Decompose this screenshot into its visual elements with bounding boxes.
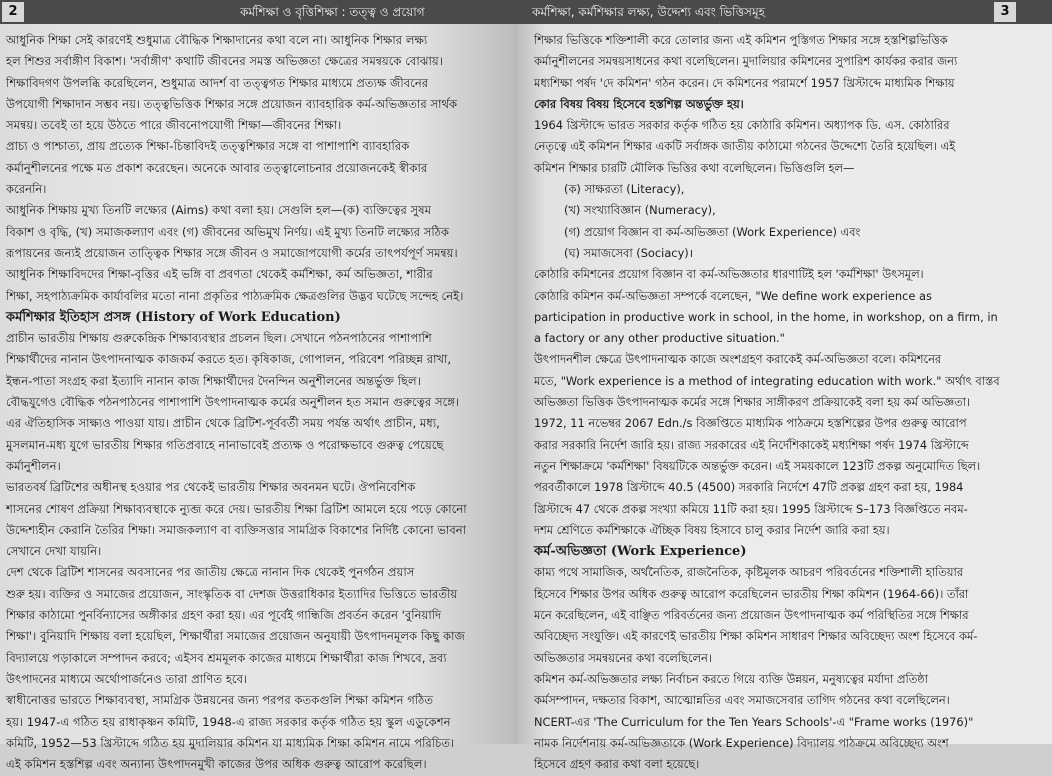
text-line: 1964 খ্রিস্টাব্দে ভারত সরকার কর্তৃক গঠিত হয় কোঠারি কমিশন। অধ্যাপক ডি. এস. কোঠারির (534, 118, 950, 133)
text-line: ইন্ধন-পাতা সংগ্রহ করা ইত্যাদি নানান কাজ শিক্ষার্থীদের দৈনন্দিন অনুশীলনের অন্তর্ভুক্ত ছিল। (6, 373, 421, 388)
text-line: বৌদ্ধযুগেও বৌদ্ধিক পঠনপাঠনের পাশাপাশি উৎপাদনাত্মক কর্মের অনুশীলন হত সমান গুরুত্বের সঙ্গে। (6, 395, 460, 410)
right-paragraph-5 (534, 413, 1034, 541)
right-page-body (534, 30, 1034, 775)
text-line: NCERT-এর 'The Curriculum for the Ten Years Schools'-এ "Frame works (1976)" (534, 714, 974, 729)
left-paragraph-3 (6, 136, 506, 200)
text-line: এর ঐতিহাসিক সাক্ষ্যও পাওয়া যায়। প্রাচীন থেকে ব্রিটিশ-পূর্ববর্তী সময় পর্যন্ত অর্থাৎ প্রাচীন, মধ্য, (6, 416, 440, 431)
text-line: শিক্ষা, সহপাঠ্যক্রমিক কার্যাবলির মতো নানা প্রকৃতির পাঠ্যক্রমিক ক্ষেত্রগুলির উদ্ভব ঘটেছে সন্দেহ নেই। (6, 288, 464, 303)
text-line: a factory or any other productive situation." (534, 331, 785, 346)
text-line: কোঠারি কমিশনের প্রয়োগ বিজ্ঞান বা কর্ম-অভিজ্ঞতার ধারণাটিই হল 'কর্মশিক্ষা' উৎসমূল। (534, 267, 924, 282)
text-line: participation in productive work in school, in the home, in workshop, on a firm, in (534, 309, 998, 324)
text-line: নেতৃত্বে এই কমিশন শিক্ষার একটি সর্বাঙ্গক জাতীয় কাঠামো গঠনের উদ্দেশ্যে তৈরি হয়েছিল। এই (534, 139, 956, 154)
text-line: কমিটি, 1952—53 খ্রিস্টাব্দে গঠিত হয় মুদালিয়ার কমিশন যা মাধ্যমিক শিক্ষা কমিশন নামে পরিচিত। (6, 735, 455, 750)
text-line: হিসেবে গ্রহণ করার কথা বলা হয়েছে। (534, 757, 700, 772)
text-line: খ্রিস্টাব্দে 47 থেকে প্রকল্প সংখ্যা কমিয়ে 11টি করা হয়। 1995 খ্রিস্টাব্দে S–173 বিজ্ঞপ্তিতে নবম- (534, 501, 968, 516)
text-line: মতে, "Work experience is a method of integrating education with work." অর্থাৎ বাস্তব (534, 373, 1000, 388)
text-line: আধুনিক শিক্ষাবিদদের শিক্ষা-বৃত্তির এই ভঙ্গি বা প্রবণতা থেকেই কর্মশিক্ষা, কর্ম অভিজ্ঞতা, শারীর (6, 267, 433, 282)
list-item: (ঘ) সমাজসেবা (Sociacy)। (564, 245, 694, 260)
right-header-title: কর্মশিক্ষা, কর্মশিক্ষার লক্ষ্য, উদ্দেশ্য এবং ভিত্তিসমূহ (532, 5, 765, 19)
left-paragraph-8 (6, 690, 506, 775)
text-line: আধুনিক শিক্ষা সেই কারণেই শুধুমাত্র বৌদ্ধিক শিক্ষাদানের কথা বলে না। আধুনিক শিক্ষার লক্ষ্য (6, 33, 428, 47)
text-line: মধ্যশিক্ষা পর্ষদ 'দে কমিশন' গঠন করেন। দে কমিশনের পরামর্শে 1957 খ্রিস্টাব্দে মাধ্যমিক শিক্ষায় (534, 75, 955, 90)
text-line: কোর বিষয় বিষয় হিসেবে হস্তশিল্প অন্তর্ভুক্ত হয়। (534, 96, 744, 111)
text-line: ভারতবর্ষ ব্রিটিশের অধীনস্থ হওয়ার পর থেকেই ভারতীয় শিক্ষার অবনমন ঘটে। ঔপনিবেশিক (6, 480, 416, 495)
text-line: শিক্ষার্থীদের নানান উৎপাদনাত্মক কাজকর্ম করতে হত। কৃষিকাজ, গোপালন, পরিবেশ পরিচ্ছন্ন রাখা, (6, 352, 452, 367)
right-paragraph-3 (534, 264, 1034, 349)
text-line: স্বাধীনোত্তর ভারতে শিক্ষাব্যবস্থা, সামগ্রিক উন্নয়নের জন্য পরপর কতকগুলি শিক্ষা কমিশন গঠিত (6, 693, 434, 708)
text-line: রূপায়নের জন্যই প্রয়োজন তাত্ত্বিক শিক্ষার সঙ্গে জীবন ও সমাজোপযোগী কর্মের তাৎপর্যপূর্ণ সমন্বয়। (6, 245, 458, 260)
text-line: অভিজ্ঞতার সমন্বয়নের কথা বলেছিলেন। (534, 650, 712, 665)
text-line: করেননি। (6, 182, 47, 197)
text-line: মনে করেছিলেন, এই বাঞ্ছিত পরিবর্তনের জন্য প্রয়োজন উৎপাদনাত্মক কর্ম পরিস্থিতির সঙ্গে শিক্ষার (534, 608, 969, 623)
text-line: বিকাশ ও বৃদ্ধি, (খ) সমাজকল্যাণ এবং (গ) জীবনের অভিমুখ নির্ণয়। এই মুখ্য তিনটি লক্ষ্যের সঠিক (6, 224, 449, 239)
text-line: উপযোগী শিক্ষাদান সম্ভব নয়। তত্ত্বভিত্তিক শিক্ষার সঙ্গে প্রয়োজন ব্যাবহারিক কর্ম-অভিজ্ঞতার সার্থক (6, 96, 458, 111)
left-header-title: কর্মশিক্ষা ও বৃত্তিশিক্ষা : তত্ত্ব ও প্রয়োগ (240, 5, 425, 19)
text-line: কর্মানুশীলনের সমন্বয়সাধনের কথা বলেছিলেন। মুদালিয়ার কমিশনের সুপারিশ কার্যকর করার জন্য (534, 54, 958, 69)
right-paragraph-1 (534, 30, 1034, 115)
left-paragraph-7 (6, 562, 506, 690)
section-heading-work-experience: কর্ম-অভিজ্ঞতা (Work Experience) (534, 544, 747, 560)
text-line: কর্মানুশীলন। (6, 458, 61, 473)
right-page (514, 0, 1052, 772)
left-page-body (6, 30, 506, 775)
text-line: শিক্ষার কাঠামো পুনর্বিন্যাসের অঙ্গীকার গ্রহণ করা হয়। এর পূর্বেই গান্ধিজি প্রবর্তন করেন 'বুনিয়াদি (6, 608, 442, 623)
text-line: মুসলমান-মধ্য যুগে ভারতীয় শিক্ষার গতিপ্রবাহে নানাভাবেই প্রত্যক্ষ ও পরোক্ষভাবে গুরুত্ব পেয়েছে (6, 437, 444, 452)
text-line: নামক নির্দেশনায় কর্ম-অভিজ্ঞতাকে (Work Experience) বিদ্যালয় পাঠক্রমে অবিচ্ছেদ্য অংশ (534, 735, 949, 750)
list-item: (গ) প্রয়োগ বিজ্ঞান বা কর্ম-অভিজ্ঞতা (Work Experience) এবং (564, 224, 861, 239)
right-running-header (514, 0, 1052, 24)
left-running-header (0, 0, 514, 24)
foundations-list (534, 179, 1034, 264)
text-line: দশম শ্রেণিতে কর্মশিক্ষাকে ঐচ্ছিক বিষয় হিসাবে চালু করার নির্দেশ জারি করা হয়। (534, 522, 890, 537)
left-page (0, 0, 514, 772)
text-line: কাম্য পথে সামাজিক, অর্থনৈতিক, রাজনৈতিক, কৃষ্টিমূলক আচরণ পরিবর্তনের শক্তিশালী হাতিয়ার (534, 565, 964, 580)
list-item: (ক) সাক্ষরতা (Literacy), (564, 182, 685, 197)
text-line: কর্মানুশীলনের পক্ষে মত প্রকাশ করেছেন। অনেকে আবার তত্ত্বালোচনার প্রয়োজনকেই স্বীকার (6, 160, 428, 175)
text-line: পরবর্তীকালে 1978 খ্রিস্টাব্দে 40.5 (4500) সরকারি নির্দেশে 47টি প্রকল্প গ্রহণ করা হয়, 1984 (534, 480, 964, 495)
text-line: শাসনের শোষণ প্রক্রিয়া শিক্ষাব্যবস্থাকে ন্যুব্জ করে দেয়। ভারতীয় শিক্ষা ব্রিটিশ আমলে হয়ে পড়ে কোনো (6, 501, 467, 516)
right-paragraph-6 (534, 562, 1034, 668)
text-line: প্রাচীন ভারতীয় শিক্ষায় গুরুকেন্দ্রিক শিক্ষাব্যবস্থার প্রচলন ছিল। সেখানে পঠনপাঠনের পাশাপাশি (6, 331, 432, 346)
right-page-number: 3 (994, 2, 1016, 22)
left-paragraph-6 (6, 477, 506, 562)
text-line: হিসেবে শিক্ষার উপর অধিক গুরুত্ব আরোপ করেছিলেন ভারতীয় শিক্ষা কমিশন (1964-66)। তাঁরা (534, 586, 969, 601)
text-line: কর্মসম্পাদন, দক্ষতার বিকাশ, আত্মোন্নতির এবং সমাজসেবার তাগিদ গঠনের কথা বলেছিলেন। (534, 693, 950, 708)
text-line: কমিশন কর্ম-অভিজ্ঞতার লক্ষ্য নির্বাচন করতে গিয়ে ব্যক্তি উন্নয়ন, মনুষ্যত্বের মর্যাদা প্রতিষ্ঠা (534, 671, 928, 686)
left-paragraph-2 (6, 73, 506, 137)
text-line: নতুন শিক্ষাক্রমে 'কর্মশিক্ষা' বিষয়টিকে অন্তর্ভুক্ত করেন। এই সময়কালে 123টি প্রকল্প অনুমোদিত ছিল। (534, 458, 981, 473)
text-line: হয়। 1947-এ গঠিত হয় রাধাকৃষ্ণন কমিটি, 1948-এ রাজ্য সরকার কর্তৃক গঠিত হয় স্কুল এডুকেশন (6, 714, 451, 729)
left-paragraph-1 (6, 30, 506, 73)
text-line: আধুনিক শিক্ষায় মুখ্য তিনটি লক্ষ্যের (Aims) কথা বলা হয়। সেগুলি হল—(ক) ব্যক্তিত্বের সুষম (6, 203, 432, 218)
text-line: অবিচ্ছেদ্য সংযুক্তি। এই কারণেই ভারতীয় শিক্ষা কমিশন সাধারণ শিক্ষার অবিচ্ছেদ্য অংশ হিসেবে কর্ম- (534, 629, 978, 644)
right-paragraph-4 (534, 349, 1034, 413)
text-line: অভিজ্ঞতা ভিত্তিক উৎপাদনাত্মক কর্মের সঙ্গে শিক্ষার সাঙ্গীকরণ প্রক্রিয়াকেই বলা হয় কর্ম অভিজ্ঞতা। (534, 395, 971, 410)
text-line: প্রাচ্য ও পাশ্চাত্য, প্রায় প্রত্যেক শিক্ষা-চিন্তাবিদই তত্ত্বশিক্ষার সঙ্গে বা পাশাপাশি ব্যাবহারিক (6, 139, 410, 154)
text-line: শিক্ষার ভিত্তিকে শক্তিশালী করে তোলার জন্য এই কমিশন পুস্তিগত শিক্ষার সঙ্গে হস্তশিল্পভিত্তিক (534, 33, 948, 47)
section-heading-history: কর্মশিক্ষার ইতিহাস প্রসঙ্গ (History of Work Education) (6, 309, 341, 325)
right-paragraph-2 (534, 115, 1034, 179)
text-line: শুরু হয়। ব্যক্তির ও সমাজের প্রয়োজন, সাংস্কৃতিক বা দেশজ উত্তরাধিকার ইত্যাদির ভিত্তিতে ভারতীয় (6, 586, 458, 601)
text-line: সমন্বয়। তবেই তা হয়ে উঠতে পারে জীবনোপযোগী শিক্ষা—জীবনের শিক্ষা। (6, 118, 342, 133)
left-page-number: 2 (2, 2, 24, 22)
text-line: দেশ থেকে ব্রিটিশ শাসনের অবসানের পর জাতীয় ক্ষেত্রে নানান দিক থেকেই পুনর্গঠন প্রয়াস (6, 565, 415, 580)
left-paragraph-5 (6, 328, 506, 477)
text-line: শিক্ষাবিদগণ উপলব্ধি করেছিলেন, শুধুমাত্র আদর্শ বা তত্ত্বগত শিক্ষার মাধ্যমে প্রত্যক্ষ জীবনের (6, 75, 429, 90)
list-item: (খ) সংখ্যাবিজ্ঞান (Numeracy), (564, 203, 716, 218)
text-line: উৎপাদনের মাধ্যমে অর্থোপার্জনেও তারা প্রাণিত হবে। (6, 671, 248, 686)
text-line: বিদ্যালয়ে পড়াকালে সম্পাদন করবে; এইসব শ্রমমূলক কাজের মাধ্যমে শিক্ষার্থীরা কাজ শিখবে, দ্রব্য (6, 650, 447, 665)
text-line: হল শিশুর সর্বাঙ্গীণ বিকাশ। 'সর্বাঙ্গীণ' কথাটি জীবনের সমস্ত অভিজ্ঞতা ক্ষেত্রের সমন্বয়কে বোঝায়। (6, 54, 443, 69)
text-line: 1972, 11 নভেম্বর 2067 Edn./s বিজ্ঞপ্তিতে মাধ্যমিক পাঠক্রমে হস্তশিল্পের উপর গুরুত্ব আরোপ (534, 416, 967, 431)
text-line: উদ্দেশ্যহীন কেরানি তৈরির শিক্ষা। সমাজকল্যাণ বা ব্যক্তিসত্তার সামগ্রিক বিকাশের নির্দিষ্ট কোনো ভাবনা (6, 522, 467, 537)
text-line: করার সরকারি নির্দেশ জারি হয়। রাজ্য সরকারের এই নির্দেশিকাকেই মধ্যশিক্ষা পর্ষদ 1974 খ্রিস্টাব্দে (534, 437, 969, 452)
text-line: এই কমিশন হস্তশিল্প এবং অন্যান্য উৎপাদনমুখী কাজের উপর অধিক গুরুত্ব আরোপ করেছিল। (6, 757, 427, 772)
left-paragraph-4 (6, 200, 506, 306)
text-line: উৎপাদনশীল ক্ষেত্রে উৎপাদনাত্মক কাজে অংশগ্রহণ করাকেই কর্ম-অভিজ্ঞতা বলে। কমিশনের (534, 352, 942, 367)
right-paragraph-7 (534, 669, 1034, 775)
text-line: কোঠারি কমিশন কর্ম-অভিজ্ঞতা সম্পর্কে বলেছেন, "We define work experience as (534, 288, 932, 303)
text-line: শিক্ষা'। বুনিয়াদি শিক্ষায় বলা হয়েছিল, শিক্ষার্থীরা সমাজের প্রয়োজন অনুযায়ী উৎপাদনমূলক কিছু কাজ (6, 629, 465, 644)
text-line: সেখানে দেখা যায়নি। (6, 544, 102, 559)
text-line: কমিশন শিক্ষার চারটি মৌলিক ভিত্তির কথা বলেছিলেন। ভিত্তিগুলি হল— (534, 160, 855, 175)
